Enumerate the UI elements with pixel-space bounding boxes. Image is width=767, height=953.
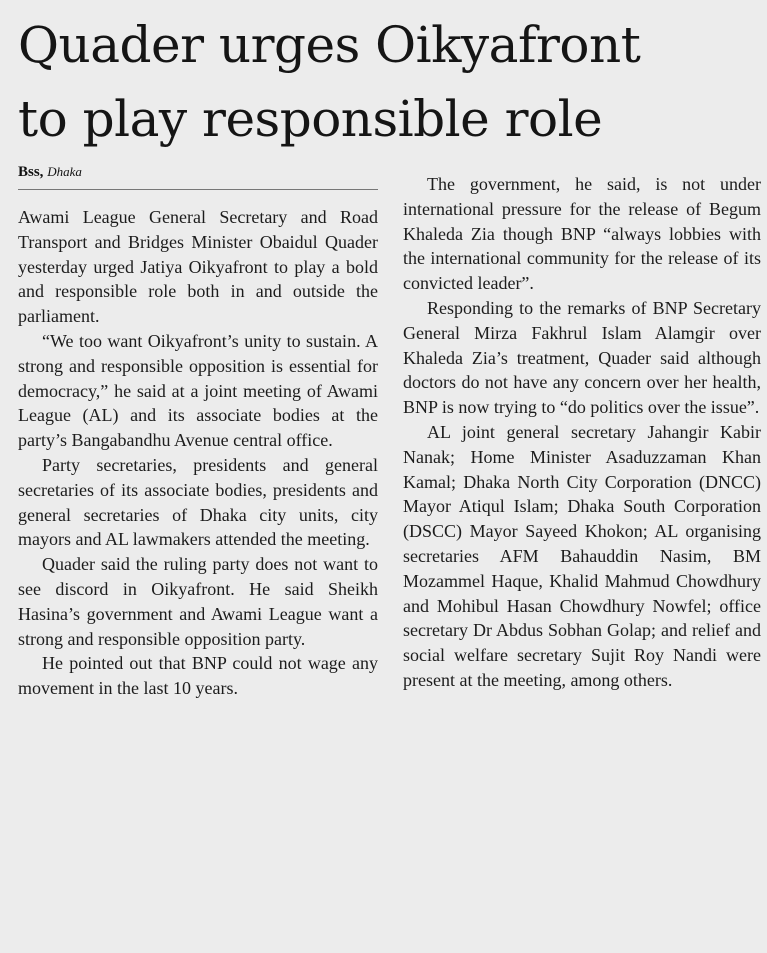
article-column-right (403, 172, 761, 693)
headline-line-2: to play responsible role (18, 90, 603, 148)
paragraph: He pointed out that BNP could not wage any movement in the last 10 years. (18, 653, 378, 699)
paragraph: AL joint general secretary Jahangir Kabir Nanak; Home Minister Asaduzzaman Khan Kamal; Dhaka North City Corporation (DNCC) Mayor Atiqul Islam; Dhaka South Corporation (DSCC) Mayor Sayeed Khokon; AL organising secretaries AFM Bahauddin Nasim, BM Mozammel Haque, Khalid Mahmud Chowdhury and Mohibul Hasan Chowdhury Nowfel; office secretary Dr Abdus Sobhan Golap; and relief and social welfare secretary Sujit Roy Nandi were present at the meeting, among others. (403, 421, 761, 690)
paragraph: The government, he said, is not under international pressure for the release of Begum Khaleda Zia though BNP “always lobbies with the international community for the release of its convicted leader”. (403, 174, 761, 294)
paragraph: Party secretaries, presidents and general secretaries of its associate bodies, presidents and general secretaries of Dhaka city units, city mayors and AL lawmakers attended the meeting. (18, 454, 378, 550)
paragraph: Awami League General Secretary and Road Transport and Bridges Minister Obaidul Quader yesterday urged Jatiya Oikyafront to play a bold and responsible role both in and outside the parliament. (18, 207, 378, 327)
paragraph: “We too want Oikyafront’s unity to sustain. A strong and responsible opposition is essential for democracy,” he said at a joint meeting of Awami League (AL) and its associate bodies at the party’s Bangabandhu Avenue central office. (18, 330, 378, 451)
article-column-left (18, 205, 378, 701)
byline-place: Dhaka (47, 164, 82, 179)
byline-agency: Bss, (18, 164, 44, 180)
paragraph: Quader said the ruling party does not want to see discord in Oikyafront. He said Sheikh Hasina’s government and Awami League want a strong and responsible opposition party. (18, 554, 378, 649)
headline-line-1: Quader urges Oikyafront (18, 16, 641, 74)
byline (18, 162, 82, 182)
headline (18, 8, 758, 156)
byline-divider (18, 189, 378, 190)
paragraph: Responding to the remarks of BNP Secretary General Mirza Fakhrul Islam Alamgir over Khaleda Zia’s treatment, Quader said although doctors do not have any concern over her health, BNP is now trying to “do politics over the issue”. (403, 297, 761, 418)
